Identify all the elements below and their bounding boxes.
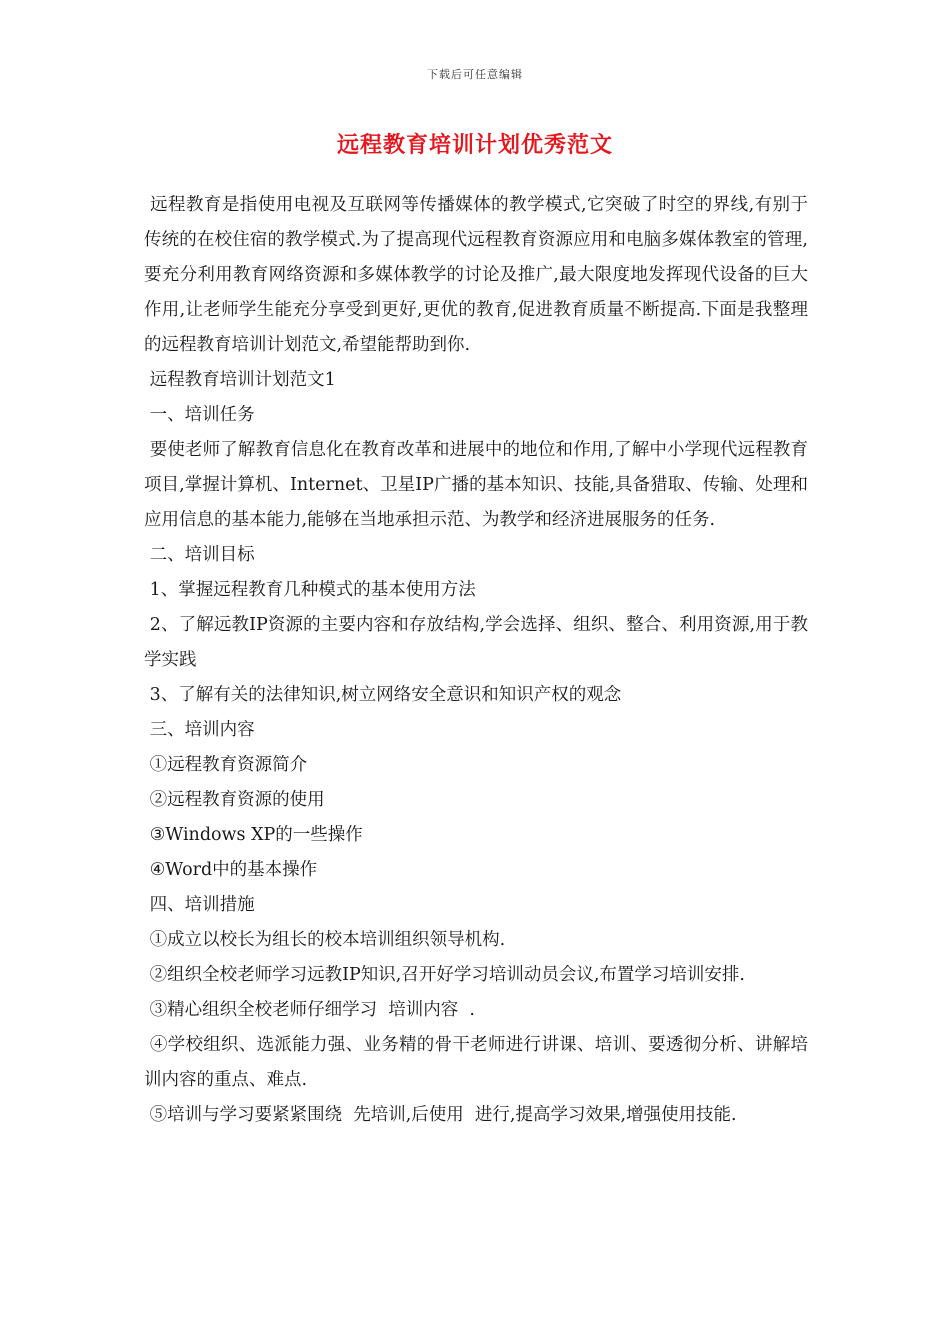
content-item-4: ④Word中的基本操作 [144, 860, 318, 880]
content-item-2: ②远程教育资源的使用 [144, 790, 325, 810]
goal-item-1: 1、掌握远程教育几种模式的基本使用方法 [144, 580, 476, 600]
document-body [144, 188, 808, 1133]
measure-item-3: ③精心组织全校老师仔细学习 培训内容 . [144, 1000, 475, 1020]
measure-item-1: ①成立以校长为组长的校本培训组织领导机构. [144, 930, 506, 950]
header-note: 下载后可任意编辑 [427, 68, 523, 81]
content-item-1: ①远程教育资源简介 [144, 755, 308, 775]
training-task-paragraph: 要使老师了解教育信息化在教育改革和进展中的地位和作用,了解中小学现代远程教育项目,掌握计算机、Internet、卫星IP广播的基本知识、技能,具备猎取、传输、处理和应用信息的基本能力,能够在当地承担示范、为教学和经济进展服务的任务. [144, 440, 808, 530]
section-heading-training-measures: 四、培训措施 [144, 895, 255, 915]
section-heading-training-content: 三、培训内容 [144, 720, 255, 740]
intro-paragraph: 远程教育是指使用电视及互联网等传播媒体的教学模式,它突破了时空的界线,有别于传统的在校住宿的教学模式.为了提高现代远程教育资源应用和电脑多媒体教室的管理,要充分利用教育网络资源和多媒体教学的讨论及推广,最大限度地发挥现代设备的巨大作用,让老师学生能充分享受到更好,更优的教育,促进教育质量不断提高.下面是我整理的远程教育培训计划范文,希望能帮助到你. [144, 195, 808, 355]
section-heading-training-goal: 二、培训目标 [144, 545, 255, 565]
measure-item-2: ②组织全校老师学习远教IP知识,召开好学习培训动员会议,布置学习培训安排. [144, 965, 745, 985]
document-title: 远程教育培训计划优秀范文 [336, 132, 613, 158]
measure-item-5: ⑤培训与学习要紧紧围绕 先培训,后使用 进行,提高学习效果,增强使用技能. [144, 1105, 737, 1125]
section-heading-sample-1: 远程教育培训计划范文1 [144, 370, 336, 390]
section-heading-training-task: 一、培训任务 [144, 405, 255, 425]
goal-item-3: 3、了解有关的法律知识,树立网络安全意识和知识产权的观念 [144, 685, 622, 705]
measure-item-4: ④学校组织、选派能力强、业务精的骨干老师进行讲课、培训、要透彻分析、讲解培训内容的重点、难点. [144, 1035, 808, 1090]
content-item-3: ③Windows XP的一些操作 [144, 825, 363, 845]
goal-item-2: 2、了解远教IP资源的主要内容和存放结构,学会选择、组织、整合、利用资源,用于教学实践 [144, 615, 808, 670]
